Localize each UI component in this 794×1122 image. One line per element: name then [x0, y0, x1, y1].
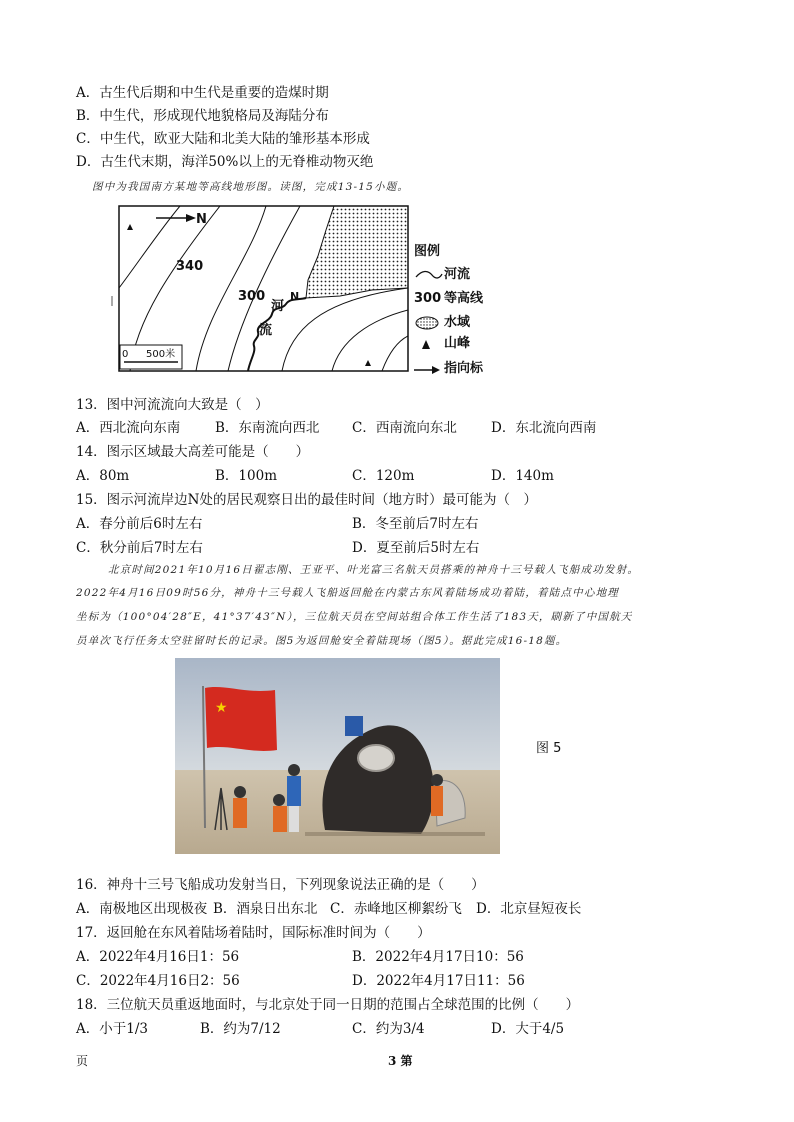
q13-option-d: D．东北流向西南: [491, 420, 597, 436]
q15-stem: 15．图示河流岸边N处的居民观察日出的最佳时间（地方时）最可能为（ ）: [76, 492, 537, 508]
intro-16-18-line3: 坐标为（100°04′28″E，41°37′43″N），三位航天员在空间站组合体工作生活了183天，刷新了中国航天: [76, 611, 633, 623]
contour-label-300: 300: [238, 289, 266, 304]
prev-option-a: A．古生代后期和中生代是重要的造煤时期: [76, 85, 329, 101]
q16-option-d: D．北京昼短夜长: [476, 901, 582, 917]
scale-text: 500米: [146, 349, 176, 360]
legend-contour: 等高线: [444, 291, 484, 306]
prev-option-d: D．古生代末期，海洋50%以上的无脊椎动物灭绝: [76, 154, 374, 170]
q14-option-b: B．100m: [215, 468, 277, 484]
intro-16-18-line4: 员单次飞行任务太空驻留时长的记录。图5为返回舱安全着陆现场（图5）。据此完成16-18题。: [76, 635, 568, 647]
q18-option-d: D．大于4/5: [491, 1021, 565, 1037]
intro-16-18-line1: 北京时间2021年10月16日翟志刚、王亚平、叶光富三名航天员搭乘的神舟十三号载人飞船成功发射。: [108, 564, 640, 576]
figure5-label: 图 5: [536, 741, 562, 756]
q13-option-c: C．西南流向东北: [352, 420, 457, 436]
q18-option-b: B．约为7/12: [200, 1021, 281, 1037]
legend-title: 图例: [414, 244, 441, 259]
landing-photo: [175, 658, 500, 854]
q17-option-a: A．2022年4月16日1：56: [76, 949, 240, 965]
river-label-1: 河: [271, 299, 285, 314]
q17-stem: 17．返回舱在东风着陆场着陆时，国际标准时间为（ ）: [76, 925, 431, 941]
q17-option-c: C．2022年4月16日2：56: [76, 973, 240, 989]
q18-stem: 18．三位航天员重返地面时，与北京处于同一日期的范围占全球范围的比例（ ）: [76, 997, 580, 1013]
q16-option-b: B．酒泉日出东北: [213, 901, 318, 917]
legend-river: 河流: [444, 267, 471, 282]
q17-option-d: D．2022年4月17日11：56: [352, 973, 525, 989]
q14-option-d: D．140m: [491, 468, 554, 484]
peak-legend-icon: [420, 338, 440, 352]
q16-stem: 16．神舟十三号飞船成功发射当日，下列现象说法正确的是（ ）: [76, 877, 485, 893]
q14-option-a: A．80m: [76, 468, 130, 484]
q15-option-b: B．冬至前后7时左右: [352, 516, 479, 532]
q17-option-b: B．2022年4月17日10：56: [352, 949, 524, 965]
q14-option-c: C．120m: [352, 468, 415, 484]
intro-16-18-line2: 2022年4月16日09时56分，神舟十三号载人飞船返回舱在内蒙古东风着陆场成功着陆，着陆点中心地理: [76, 587, 619, 599]
prev-option-b: B．中生代，形成现代地貌格局及海陆分布: [76, 108, 329, 124]
q15-option-d: D．夏至前后5时左右: [352, 540, 480, 556]
legend-contour-value: 300: [414, 291, 442, 306]
q18-option-c: C．约为3/4: [352, 1021, 425, 1037]
point-n-label: N: [290, 290, 300, 303]
q13-option-b: B．东南流向西北: [215, 420, 320, 436]
north-label: N: [196, 212, 207, 227]
legend-arrow: 指向标: [444, 361, 484, 376]
q15-option-c: C．秋分前后7时左右: [76, 540, 203, 556]
prev-option-c: C．中生代，欧亚大陆和北美大陆的雏形基本形成: [76, 131, 370, 147]
q13-option-a: A．西北流向东南: [76, 420, 181, 436]
contour-map: [100, 200, 520, 380]
q16-option-a: A．南极地区出现极夜: [76, 901, 208, 917]
river-legend-icon: [414, 268, 444, 282]
legend-water: 水域: [444, 315, 471, 330]
q14-stem: 14．图示区域最大高差可能是（ ）: [76, 444, 310, 460]
footer-left: 页: [76, 1054, 89, 1068]
china-flag: [205, 687, 277, 751]
q16-option-c: C．赤峰地区柳絮纷飞: [330, 901, 462, 917]
scale-zero: 0: [122, 349, 129, 360]
legend-peak: 山峰: [444, 336, 471, 351]
q15-option-a: A．春分前后6时左右: [76, 516, 203, 532]
contour-label-340: 340: [176, 259, 204, 274]
intro-13-15: 图中为我国南方某地等高线地形图。读图，完成13-15小题。: [92, 181, 410, 193]
river-label-2: 流: [259, 323, 273, 338]
water-legend-icon: [414, 315, 442, 331]
page-number: 3 第: [388, 1054, 413, 1068]
q18-option-a: A．小于1/3: [76, 1021, 148, 1037]
q13-stem: 13．图中河流流向大致是（ ）: [76, 397, 269, 413]
arrow-legend-icon: [412, 364, 442, 376]
svg-text:★: ★: [215, 700, 228, 716]
